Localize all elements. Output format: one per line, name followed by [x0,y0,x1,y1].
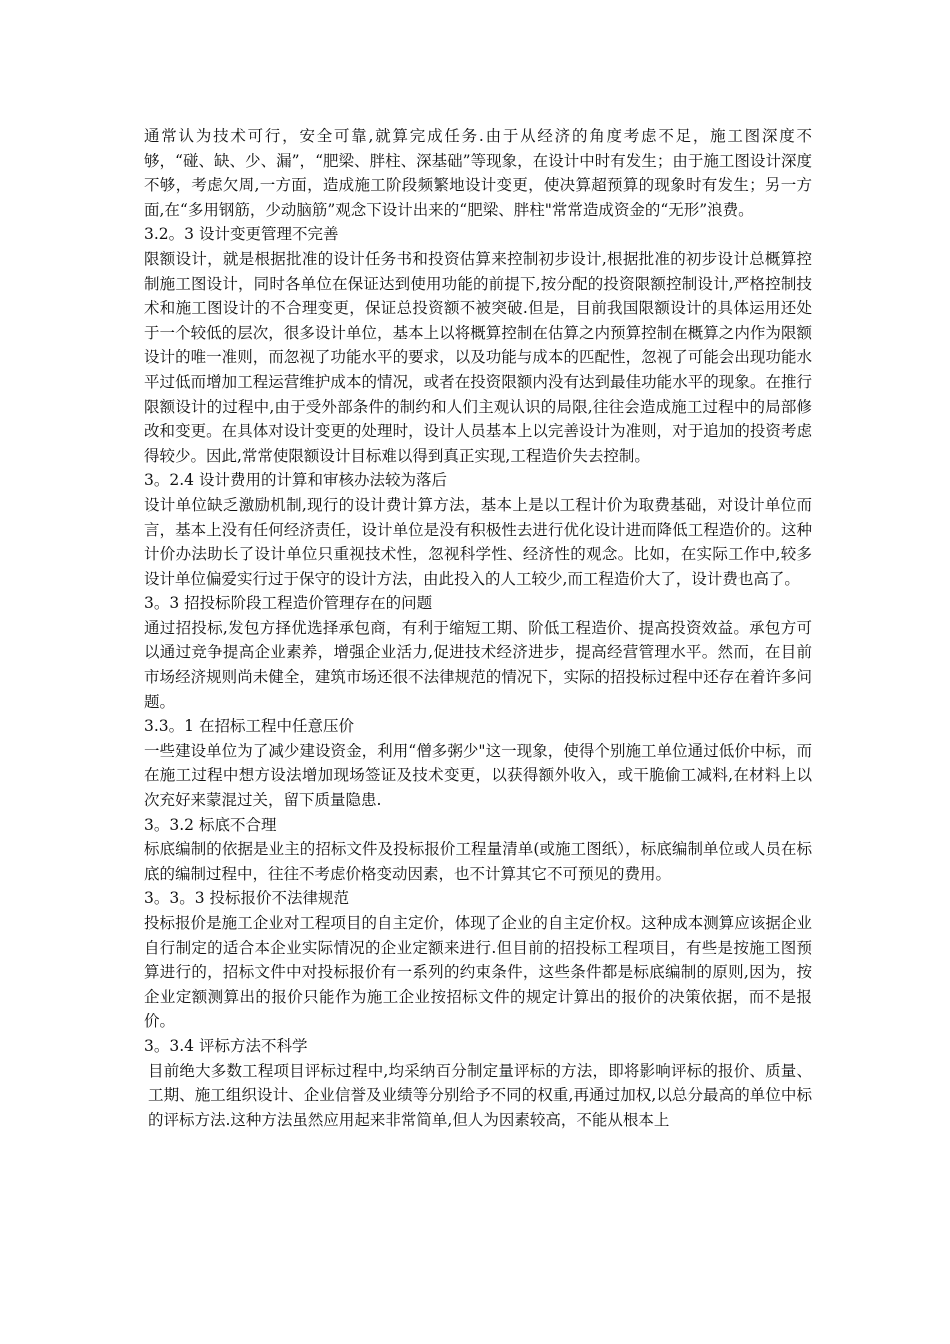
document-page [144,124,812,1132]
section-heading: 3。3.2 标底不合理 [144,815,277,834]
section-heading: 3。3.4 评标方法不科学 [144,1036,308,1055]
paragraph: 投标报价是施工企业对工程项目的自主定价，体现了企业的自主定价权。这种成本测算应该据企业自行制定的适合本企业实际情况的企业定额来进行.但目前的招投标工程项目，有些是按施工图预算进行的，招标文件中对投标报价有一系列的约束条件，这些条件都是标底编制的原则,因为，按企业定额测算出的报价只能作为施工企业按招标文件的规定计算出的报价的决策依据，而不是报价。 [144,914,812,1031]
section-heading: 3.2。3 设计变更管理不完善 [144,225,339,244]
paragraph: 一些建设单位为了减少建设资金，利用“僧多粥少"这一现象，使得个别施工单位通过低价中标，而在施工过程中想方设法增加现场签证及技术变更，以获得额外收入，或干脆偷工减料,在材料上以次充好来蒙混过关，留下质量隐患. [144,741,812,810]
paragraph: 通过招投标,发包方择优选择承包商，有利于缩短工期、阶低工程造价、提高投资效益。承包方可以通过竞争提高企业素养，增强企业活力,促进技术经济进步，提高经营管理水平。然而，在目前市场经济规则尚未健全，建筑市场还很不法律规范的情况下，实际的招投标过程中还存在着许多问题。 [144,618,812,711]
paragraph: 标底编制的依据是业主的招标文件及投标报价工程量清单(或施工图纸），标底编制单位或人员在标底的编制过程中，往往不考虑价格变动因素，也不计算其它不可预见的费用。 [144,840,812,883]
section-heading: 3。3。3 投标报价不法律规范 [144,889,350,908]
section-heading: 3.3。1 在招标工程中任意压价 [144,717,354,736]
section-heading: 3。3 招投标阶段工程造价管理存在的问题 [144,594,433,613]
paragraph: 通常认为技术可行，安全可靠,就算完成任务.由于从经济的角度考虑不足，施工图深度不够，“碰、缺、少、漏”，“肥梁、胖柱、深基础”等现象，在设计中时有发生；由于施工图设计深度不够，考虑欠周,一方面，造成施工阶段频繁地设计变更，使决算超预算的现象时有发生；另一方面,在“多用钢筋，少动脑筋”观念下设计出来的“肥梁、胖柱"常常造成资金的“无形”浪费。 [144,127,812,219]
paragraph: 目前绝大多数工程项目评标过程中,均采纳百分制定量评标的方法，即将影响评标的报价、质量、工期、施工组织设计、企业信誉及业绩等分别给予不同的权重,再通过加权,以总分最高的单位中标的评标方法.这种方法虽然应用起来非常简单,但人为因素较高，不能从根本上 [148,1061,812,1129]
paragraph: 限额设计，就是根据批准的设计任务书和投资估算来控制初步设计,根据批准的初步设计总概算控制施工图设计，同时各单位在保证达到使用功能的前提下,按分配的投资限额控制设计,严格控制技术和施工图设计的不合理变更，保证总投资额不被突破.但是，目前我国限额设计的具体运用还处于一个较低的层次，很多设计单位，基本上以将概算控制在估算之内预算控制在概算之内作为限额设计的唯一准则，而忽视了功能水平的要求，以及功能与成本的匹配性，忽视了可能会出现功能水平过低而增加工程运营维护成本的情况，或者在投资限额内没有达到最佳功能水平的现象。在推行限额设计的过程中,由于受外部条件的制约和人们主观认识的局限,往往会造成施工过程中的局部修改和变更。在具体对设计变更的处理时，设计人员基本上以完善设计为准则，对于追加的投资考虑得较少。因此,常常使限额设计目标难以得到真正实现,工程造价失去控制。 [144,249,812,465]
section-heading: 3。2.4 设计费用的计算和审核办法较为落后 [144,471,447,490]
paragraph: 设计单位缺乏激励机制,现行的设计费计算方法，基本上是以工程计价为取费基础，对设计单位而言，基本上没有任何经济责任，设计单位是没有积极性去进行优化设计进而降低工程造价的。这种计价办法助长了设计单位只重视技术性，忽视科学性、经济性的观念。比如，在实际工作中,较多设计单位偏爱实行过于保守的设计方法，由此投入的人工较少,而工程造价大了，设计费也高了。 [144,495,812,588]
